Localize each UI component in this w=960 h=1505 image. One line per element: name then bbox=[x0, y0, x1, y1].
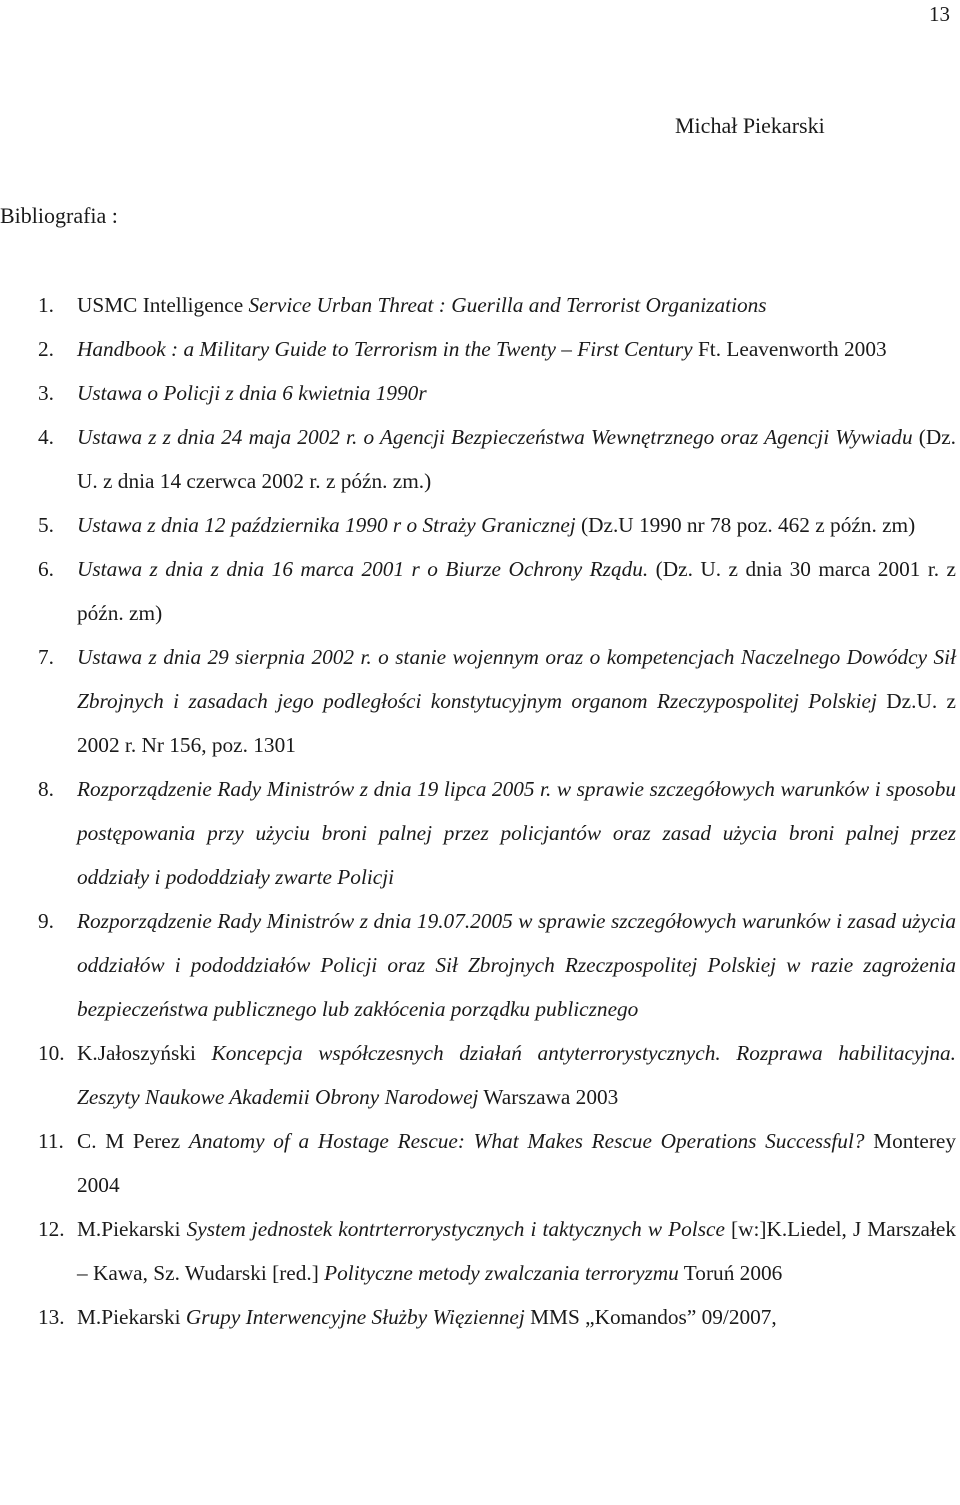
author-name: Michał Piekarski bbox=[675, 113, 825, 138]
item-number: 4. bbox=[38, 425, 54, 449]
bibliography-item-1 bbox=[0, 283, 960, 327]
bibliography-item-13 bbox=[0, 1295, 960, 1339]
item-details: [w:]K.Liedel, J Marszałek – Kawa, Sz. Wudarski [red.] bbox=[77, 1217, 957, 1285]
bibliography-list bbox=[0, 283, 960, 1339]
item-title: Rozporządzenie Rady Ministrów z dnia 19 lipca 2005 r. w sprawie szczegółowych warunków i sposobu postępowania przy użyciu broni palnej przez policjantów oraz zasad użycia broni palnej przez oddziały i pododdziały zwarte Policji bbox=[77, 777, 956, 889]
item-details: Warszawa 2003 bbox=[478, 1085, 619, 1109]
item-title: Ustawa z z dnia 24 maja 2002 r. o Agencji Bezpieczeństwa Wewnętrznego oraz Agencji Wywiadu bbox=[77, 425, 913, 449]
item-title: Koncepcja współczesnych działań antyterrorystycznych. Rozprawa habilitacyjna. Zeszyty Naukowe Akademii Obrony Narodowej bbox=[77, 1041, 956, 1109]
bibliography-item-7 bbox=[0, 635, 960, 767]
bibliography-item-12 bbox=[0, 1207, 960, 1295]
item-book-title: Polityczne metody zwalczania terroryzmu bbox=[324, 1261, 679, 1285]
item-title: Handbook : a Military Guide to Terrorism in the Twenty – First Century bbox=[77, 337, 693, 361]
item-number: 9. bbox=[38, 909, 54, 933]
item-author: C. M Perez bbox=[77, 1129, 189, 1153]
bibliography-item-6 bbox=[0, 547, 960, 635]
item-title: Grupy Interwencyjne Służby Więziennej bbox=[185, 1305, 525, 1329]
item-author: K.Jałoszyński bbox=[77, 1041, 212, 1065]
item-details: Dz.U. z 2002 r. Nr 156, poz. 1301 bbox=[77, 689, 956, 757]
item-author: M.Piekarski bbox=[77, 1217, 187, 1241]
item-title: Ustawa z dnia z dnia 16 marca 2001 r o Biurze Ochrony Rządu. bbox=[77, 557, 649, 581]
bibliography-item-5 bbox=[0, 503, 960, 547]
bibliography-item-2 bbox=[0, 327, 960, 371]
item-details: Monterey 2004 bbox=[77, 1129, 957, 1197]
item-number: 2. bbox=[38, 337, 54, 361]
item-number: 10. bbox=[38, 1041, 65, 1065]
item-number: 5. bbox=[38, 513, 54, 537]
item-number: 7. bbox=[38, 645, 54, 669]
page-number: 13 bbox=[929, 2, 950, 26]
item-author: USMC Intelligence bbox=[77, 293, 249, 317]
item-title: Anatomy of a Hostage Rescue: What Makes Rescue Operations Successful? bbox=[188, 1129, 865, 1153]
item-title: Rozporządzenie Rady Ministrów z dnia 19.07.2005 w sprawie szczegółowych warunków i zasad użycia oddziałów i pododdziałów Policji oraz Sił Zbrojnych Rzeczpospolitej Polskiej w razie zagrożenia bezpieczeństwa publicznego lub zakłócenia porządku publicznego bbox=[77, 909, 956, 1021]
item-title: Ustawa z dnia 12 października 1990 r o Straży Granicznej bbox=[77, 513, 576, 537]
item-number: 13. bbox=[38, 1305, 65, 1329]
item-title: Ustawa z dnia 29 sierpnia 2002 r. o stanie wojennym oraz o kompetencjach Naczelnego Dowódcy Sił Zbrojnych i zasadach jego podległości konstytucyjnym organom Rzeczypospolitej Polskiej bbox=[77, 645, 956, 713]
item-details: (Dz. U. z dnia 14 czerwca 2002 r. z późn. zm.) bbox=[77, 425, 957, 493]
item-publication: Toruń 2006 bbox=[678, 1261, 783, 1285]
item-number: 6. bbox=[38, 557, 54, 581]
item-number: 11. bbox=[38, 1129, 64, 1153]
item-details: MMS „Komandos” 09/2007, bbox=[524, 1305, 777, 1329]
bibliography-item-11 bbox=[0, 1119, 960, 1207]
item-title: System jednostek kontrterrorystycznych i taktycznych w Polsce bbox=[186, 1217, 725, 1241]
item-details: (Dz.U 1990 nr 78 poz. 462 z późn. zm) bbox=[575, 513, 916, 537]
item-title: Service Urban Threat : Guerilla and Terrorist Organizations bbox=[248, 293, 767, 317]
bibliography-heading: Bibliografia : bbox=[0, 203, 118, 228]
item-author: M.Piekarski bbox=[77, 1305, 186, 1329]
bibliography-item-10 bbox=[0, 1031, 960, 1119]
item-title: Ustawa o Policji z dnia 6 kwietnia 1990r bbox=[77, 381, 427, 405]
item-number: 12. bbox=[38, 1217, 65, 1241]
bibliography-item-3 bbox=[0, 371, 960, 415]
item-number: 3. bbox=[38, 381, 54, 405]
item-number: 1. bbox=[38, 293, 54, 317]
bibliography-item-8 bbox=[0, 767, 960, 899]
bibliography-item-4 bbox=[0, 415, 960, 503]
bibliography-item-9 bbox=[0, 899, 960, 1031]
item-number: 8. bbox=[38, 777, 54, 801]
item-details: (Dz. U. z dnia 30 marca 2001 r. z późn. zm) bbox=[77, 557, 956, 625]
item-details: Ft. Leavenworth 2003 bbox=[692, 337, 887, 361]
